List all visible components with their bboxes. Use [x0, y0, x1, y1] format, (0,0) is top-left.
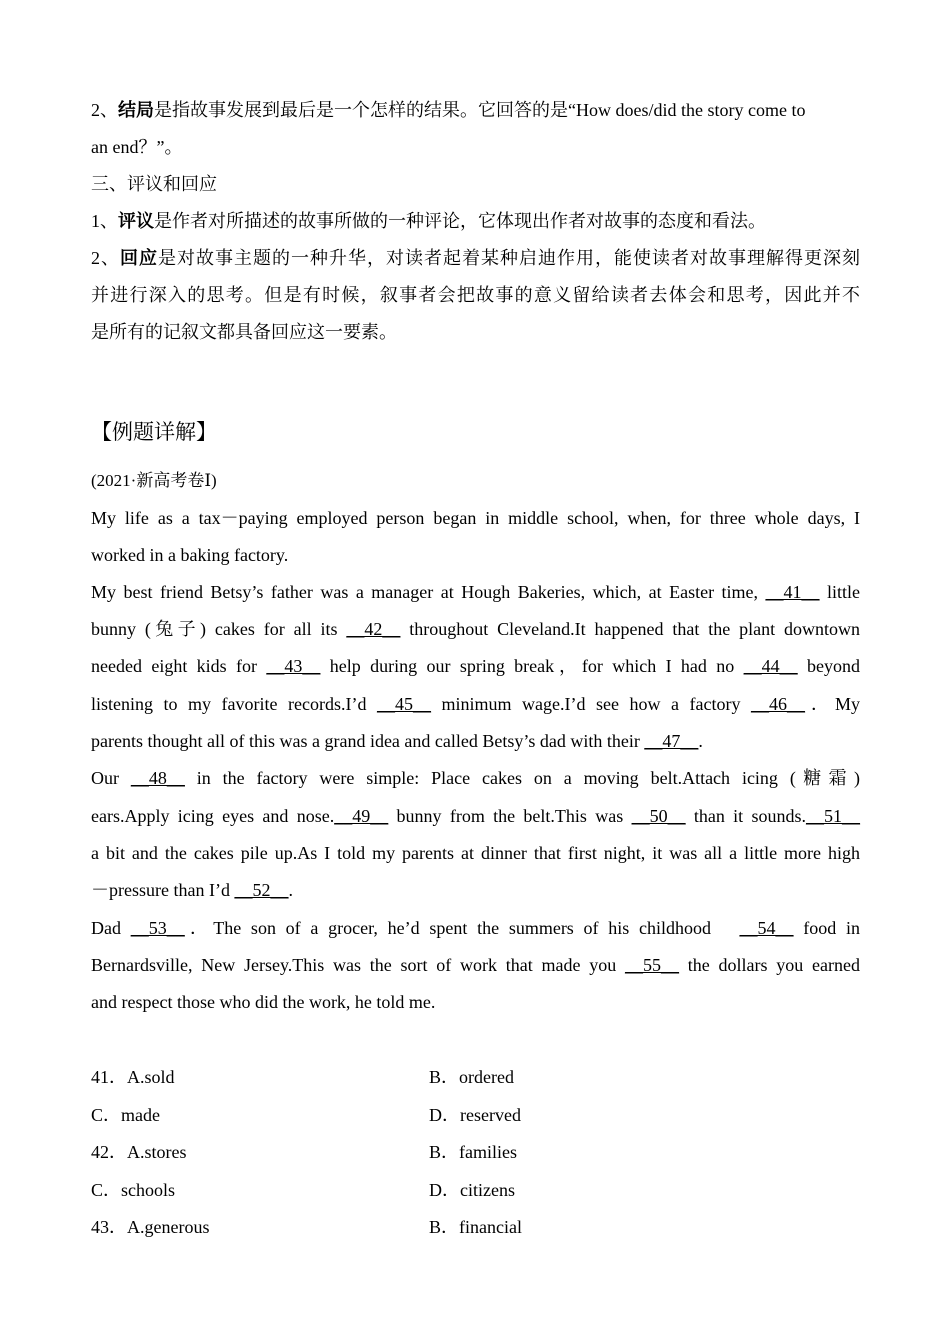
list-number: 2、 [91, 100, 118, 120]
example-heading: 【例题详解】 [91, 420, 217, 444]
blank-43: __43__ [266, 656, 321, 676]
text: little [819, 582, 860, 602]
text: 是对故事主题的一种升华，对读者起着某种启迪作用，能使读者对故事理解得更深刻 [158, 248, 860, 268]
blank-44: __44__ [743, 656, 798, 676]
blank-47: __47__ [644, 731, 699, 751]
text: Dad [91, 918, 131, 938]
passage-line-7 [91, 723, 860, 760]
exam-source: (2021·新高考卷Ⅰ) [91, 471, 217, 490]
text: 是作者对所描述的故事所做的一种评论，它体现出作者对故事的态度和看法。 [154, 211, 766, 231]
text: the dollars you earned [679, 955, 860, 975]
bold-term-response: 回应 [120, 248, 158, 268]
theory-paragraph-comment [91, 203, 860, 240]
text: Our [91, 768, 131, 788]
option-42-c: C．schools [91, 1180, 176, 1200]
blank-51: __51__ [806, 806, 861, 826]
text: Bernardsville, New Jersey.This was the sort of work that made you [91, 955, 626, 975]
text: My best friend Betsy’s father was a manager at Hough Bakeries, which, at Easter time, [91, 582, 766, 602]
text: minimum wage.I’d see how a factory [430, 694, 751, 714]
text: 是指故事发展到最后是一个怎样的结果。它回答的是“How does/did the story come to [154, 100, 806, 120]
option-42-a: 42．A.stores [91, 1142, 187, 1162]
text: needed eight kids for [91, 656, 267, 676]
text: food in [793, 918, 860, 938]
passage-line-1: My life as a tax－paying employed person began in middle school, when, for three whole days, I [91, 508, 860, 528]
option-43-a: 43．A.generous [91, 1217, 210, 1237]
option-41-d: D．reserved [429, 1105, 521, 1125]
text: bunny (兔子) cakes for all its [91, 619, 347, 639]
text: help during our spring break，for which I had no [320, 656, 744, 676]
passage-line-4 [91, 611, 860, 648]
blank-46: __46__ [750, 694, 805, 714]
option-42-b: B．families [429, 1142, 517, 1162]
passage-line-13 [91, 947, 860, 984]
text: . [698, 731, 703, 751]
passage-line-8 [91, 760, 860, 797]
bold-term-ending: 结局 [118, 100, 154, 120]
section-3-title: 三、评议和回应 [91, 174, 217, 194]
text: ears.Apply icing eyes and nose. [91, 806, 335, 826]
passage-line-11 [91, 872, 860, 909]
blank-54: __54__ [739, 918, 794, 938]
blank-42: __42__ [346, 619, 401, 639]
theory-paragraph-response-line1 [91, 240, 860, 277]
theory-paragraph-response-line3: 是所有的记叙文都具备回应这一要素。 [91, 322, 397, 342]
blank-48: __48__ [130, 768, 185, 788]
text: －pressure than I’d [91, 880, 235, 900]
passage-line-9 [91, 798, 860, 835]
blank-41: __41__ [765, 582, 820, 602]
theory-paragraph-ending-line2: an end？”。 [91, 137, 183, 157]
passage-line-6 [91, 686, 860, 723]
option-42-d: D．citizens [429, 1180, 515, 1200]
blank-45: __45__ [376, 694, 431, 714]
option-41-c: C．made [91, 1105, 160, 1125]
text: parents thought all of this was a grand idea and called Betsy’s dad with their [91, 731, 645, 751]
text: ．The son of a grocer, he’d spent the summers of his childhood [184, 918, 740, 938]
list-number: 1、 [91, 211, 118, 231]
passage-line-14: and respect those who did the work, he told me. [91, 992, 436, 1012]
passage-line-10: a bit and the cakes pile up.As I told my parents at dinner that first night, it was all a little more high [91, 843, 860, 863]
text: in the factory were simple: Place cakes on a moving belt.Attach icing (糖霜) [184, 768, 860, 788]
passage-line-12 [91, 910, 860, 947]
theory-paragraph-ending-line1 [91, 92, 860, 129]
blank-52: __52__ [234, 880, 289, 900]
text: beyond [797, 656, 861, 676]
blank-49: __49__ [334, 806, 389, 826]
bold-term-comment: 评议 [118, 211, 154, 231]
text: . [288, 880, 293, 900]
passage-line-2: worked in a baking factory. [91, 545, 289, 565]
blank-55: __55__ [625, 955, 680, 975]
option-41-b: B．ordered [429, 1067, 514, 1087]
text: ．My [804, 694, 860, 714]
text: throughout Cleveland.It happened that the plant downtown [400, 619, 860, 639]
passage-line-5 [91, 648, 860, 685]
passage-line-3 [91, 574, 860, 611]
blank-53: __53__ [130, 918, 185, 938]
option-43-b: B．financial [429, 1217, 522, 1237]
text: than it sounds. [685, 806, 807, 826]
theory-paragraph-response-line2: 并进行深入的思考。但是有时候，叙事者会把故事的意义留给读者去体会和思考，因此并不 [91, 285, 860, 305]
option-41-a: 41．A.sold [91, 1067, 175, 1087]
text: listening to my favorite records.I’d [91, 694, 377, 714]
blank-50: __50__ [631, 806, 686, 826]
text: bunny from the belt.This was [388, 806, 632, 826]
list-number: 2、 [91, 248, 120, 268]
